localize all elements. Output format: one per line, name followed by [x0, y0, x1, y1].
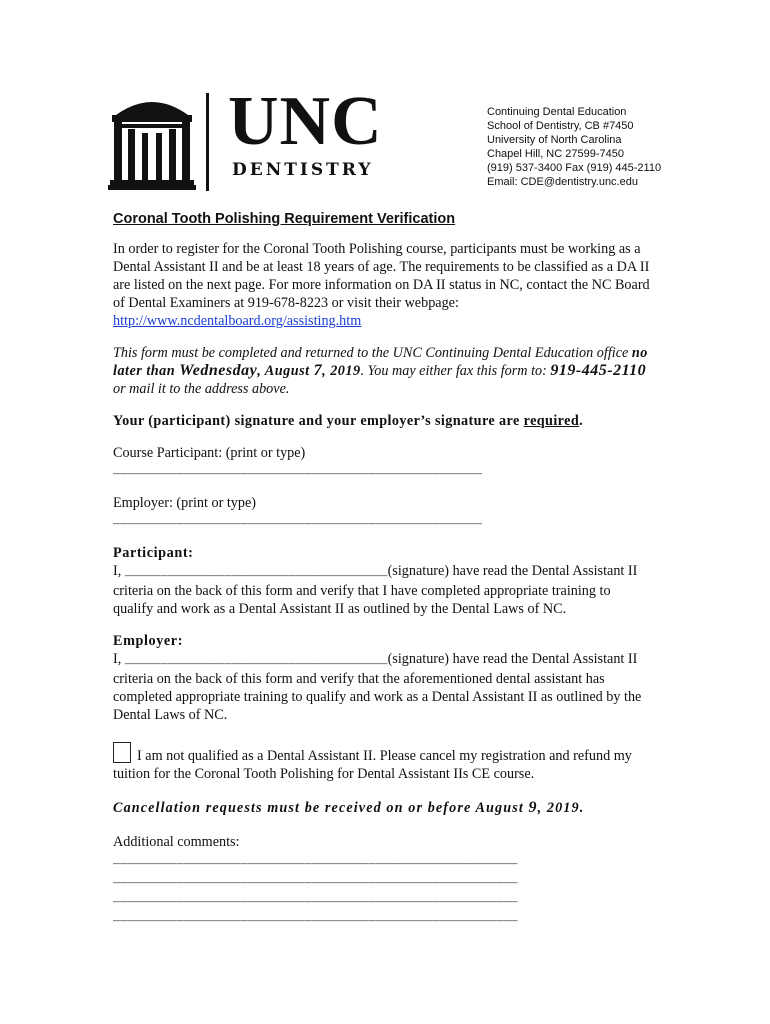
employer-section — [113, 632, 653, 724]
address-line: Chapel Hill, NC 27599-7450 — [487, 148, 624, 160]
office-address — [487, 105, 757, 189]
cancellation-end: . — [579, 800, 585, 816]
deadline-day: 7 — [313, 362, 323, 379]
requirement-text: Your (participant) signature and your employer’s signature are — [113, 413, 524, 429]
participant-name-field — [113, 444, 653, 480]
unc-dentistry-logo — [108, 83, 408, 195]
employer-name-label: Employer: (print or type) — [113, 495, 257, 511]
intro-paragraph — [113, 240, 653, 330]
deadline-year: , 2019 — [322, 363, 361, 379]
cancel-registration-option — [113, 742, 653, 783]
letterhead — [0, 0, 770, 200]
participant-prefix: I, — [113, 563, 125, 579]
employer-prefix: I, — [113, 651, 125, 667]
cancel-option-text: I am not qualified as a Dental Assistant II. Please cancel my registration and refund my tuition for the Coronal Tooth Polishing for Dental Assistant IIs CE course. — [113, 748, 632, 782]
deadline-month: , August — [257, 363, 314, 379]
cancel-registration-checkbox[interactable] — [113, 742, 131, 763]
cancellation-day: 9 — [528, 799, 538, 816]
employer-statement — [113, 650, 653, 724]
fax-number: 919-445-2110 — [550, 362, 647, 379]
employer-text: (signature) have read the — [387, 651, 529, 667]
logo-subtitle: DENTISTRY — [232, 160, 374, 180]
intro-text: In order to register for the Coronal Tooth Polishing course, participants must be working as a Dental Assistant II and be at least 18 years of age. The requirements to be classified as a DA II are listed on the next page. For more information on DA II status in NC, contact the NC Board of Dental Examiners at 919-678-8223 or visit their webpage: — [113, 241, 650, 311]
ncdentalboard-link[interactable]: http://www.ncdentalboard.org/assisting.htm — [113, 313, 362, 329]
form-body — [113, 210, 653, 927]
submission-notice — [113, 344, 653, 398]
requirement-end: . — [579, 413, 584, 429]
participant-name-line[interactable]: ____________________________________________________ — [113, 464, 483, 477]
comments-label: Additional comments: — [113, 834, 240, 850]
comment-line[interactable]: _________________________________________________________ — [113, 892, 518, 905]
address-line: (919) 537-3400 Fax (919) 445-2110 — [487, 162, 662, 174]
deadline-weekday: Wednesday — [179, 362, 258, 379]
employer-signature-line[interactable]: _____________________________________ — [124, 654, 388, 667]
signature-requirement — [113, 412, 653, 430]
employer-name-field — [113, 494, 653, 530]
participant-section — [113, 544, 653, 618]
old-well-icon — [108, 93, 196, 191]
participant-statement — [113, 562, 653, 618]
cancellation-text: Cancellation requests must be received on or before August — [113, 800, 529, 816]
logo-divider — [206, 93, 209, 191]
logo-wordmark: UNC — [228, 83, 383, 160]
cancellation-year: , 2019 — [537, 800, 580, 816]
address-line: Email: CDE@dentistry.unc.edu — [487, 176, 638, 188]
notice-text: This form must be completed and returned to the UNC Continuing Dental Education office — [113, 345, 632, 361]
cancellation-deadline — [113, 799, 653, 817]
address-line: Continuing Dental Education — [487, 106, 627, 118]
form-title: Coronal Tooth Polishing Requirement Verification — [113, 211, 456, 227]
notice-text: . You may either fax this form to: — [360, 363, 551, 379]
comment-line[interactable]: _________________________________________________________ — [113, 873, 518, 886]
employer-text: Dental Assistant II criteria on the back of this form and verify that the aforementioned dental assistant has completed appropriate training to qualify and work as a Dental Assistant II as outlined by the Dental Laws of NC. — [113, 651, 642, 723]
participant-heading: Participant: — [113, 545, 194, 561]
deadline-prefix: no later than — [113, 345, 648, 379]
address-line: School of Dentistry, CB #7450 — [487, 120, 634, 132]
participant-signature-line[interactable]: _____________________________________ — [124, 566, 388, 579]
participant-name-label: Course Participant: (print or type) — [113, 445, 306, 461]
employer-name-line[interactable]: ____________________________________________________ — [113, 514, 483, 527]
additional-comments — [113, 833, 653, 927]
address-line: University of North Carolina — [487, 134, 622, 146]
notice-text: or mail it to the address above. — [113, 381, 290, 397]
required-emphasis: required — [523, 413, 580, 429]
participant-text: (signature) have read the — [387, 563, 529, 579]
employer-heading: Employer: — [113, 633, 184, 649]
comment-line[interactable]: _________________________________________________________ — [113, 854, 518, 867]
comment-line[interactable]: _________________________________________________________ — [113, 911, 518, 924]
participant-text: Dental Assistant II criteria on the back of this form and verify that I have completed appropriate training to qualify and work as a Dental Assistant II as outlined by the Dental Laws of NC. — [113, 563, 638, 617]
